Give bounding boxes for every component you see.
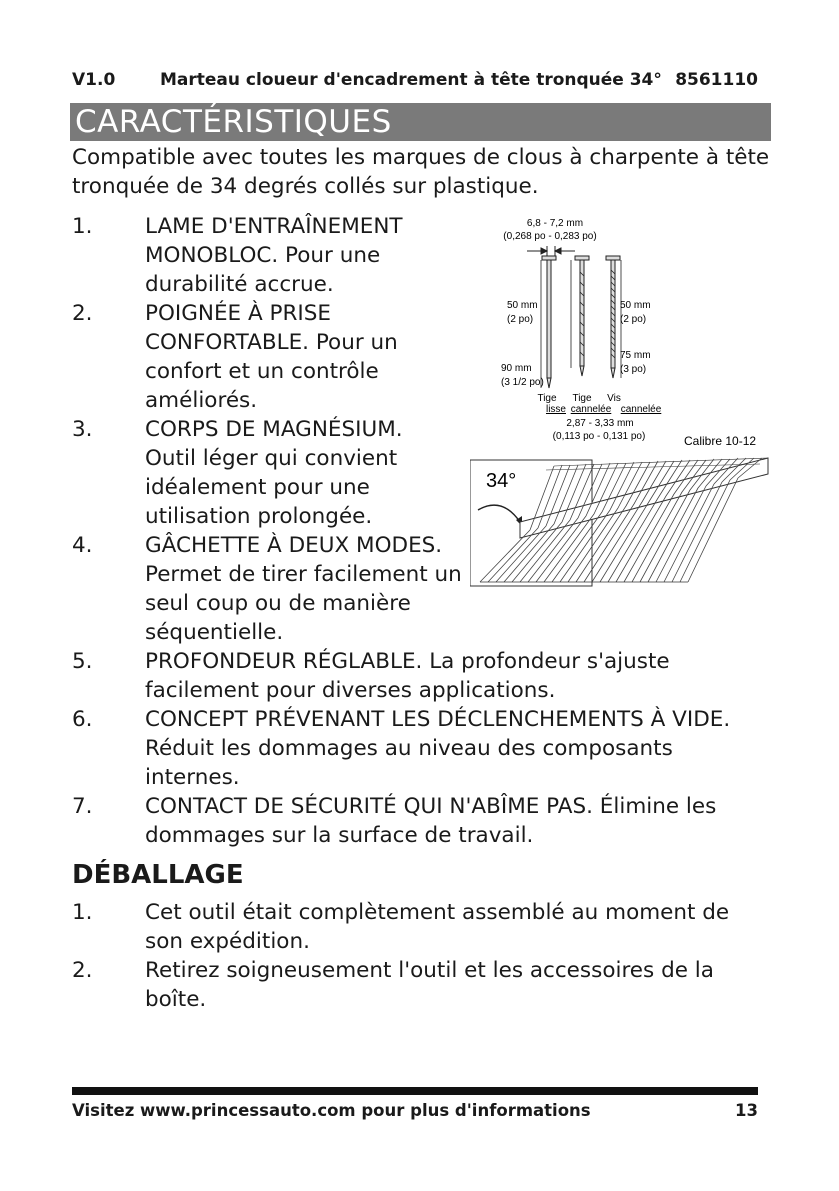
head-dimension-arrows (527, 246, 575, 256)
shank-type-3: Vis (607, 393, 621, 404)
footer-divider (72, 1087, 758, 1095)
diameter-label: 2,87 - 3,33 mm (566, 418, 634, 429)
list-item-number: 1. (72, 214, 93, 239)
list-item (72, 898, 772, 956)
diameter-in-label: (0,113 po - 0,131 po) (552, 431, 646, 442)
section-heading-features: CARACTÉRISTIQUES (70, 103, 771, 141)
length-50-left-in: (2 po) (507, 314, 534, 325)
unpacking-list (72, 898, 772, 1014)
list-item-number: 1. (72, 900, 93, 925)
length-75: 75 mm (620, 350, 651, 361)
angle-label: 34° (486, 470, 517, 492)
list-item-text: GÂCHETTE À DEUX MODES. Permet de tirer facilement un seul coup ou de manière séquentielle. (145, 533, 462, 645)
list-item (72, 299, 445, 415)
version-label: V1.0 (72, 70, 116, 90)
list-item-number: 4. (72, 533, 93, 558)
list-item-number: 2. (72, 301, 93, 326)
shank-type-2-b: cannelée (570, 404, 612, 415)
page-footer (72, 1101, 758, 1123)
list-item (72, 647, 772, 705)
list-item (72, 705, 772, 792)
nail-ring-shank (575, 256, 589, 376)
shank-type-1: Tige (537, 393, 557, 404)
shank-type-2: Tige (572, 393, 592, 404)
nail-smooth-shank (542, 256, 556, 388)
list-item-text: POIGNÉE À PRISE CONFORTABLE. Pour un confort et un contrôle améliorés. (145, 301, 398, 413)
list-item-number: 5. (72, 649, 93, 674)
product-number: 8561110 (675, 70, 758, 90)
nail-screw-shank (606, 256, 620, 378)
list-item-number: 6. (72, 707, 93, 732)
gauge-label: Calibre 10-12 (684, 434, 757, 448)
list-item-text: CORPS DE MAGNÉSIUM. Outil léger qui convient idéalement pour une utilisation prolongée. (145, 417, 403, 529)
list-item-text: Retirez soigneusement l'outil et les accessoires de la boîte. (145, 958, 714, 1012)
length-50-right-in: (2 po) (620, 314, 647, 325)
head-size-in-label: (0,268 po - 0,283 po) (503, 231, 597, 242)
length-90: 90 mm (501, 363, 532, 374)
list-item (72, 956, 772, 1014)
document-title: Marteau cloueur d'encadrement à tête tronquée 34° (160, 70, 662, 90)
nail-spec-diagram (495, 212, 675, 447)
page-header (72, 70, 758, 92)
list-item-text: PROFONDEUR RÉGLABLE. La profondeur s'ajuste facilement pour diverses applications. (145, 649, 670, 703)
list-item (72, 792, 772, 850)
list-item (72, 531, 480, 647)
page-number: 13 (735, 1101, 758, 1120)
list-item-number: 3. (72, 417, 93, 442)
length-75-in: (3 po) (620, 364, 647, 375)
list-item-number: 7. (72, 794, 93, 819)
shank-type-1-b: lisse (545, 404, 567, 415)
list-item-text: LAME D'ENTRAÎNEMENT MONOBLOC. Pour une durabilité accrue. (145, 214, 403, 297)
shank-type-3-b: cannelée (620, 404, 662, 415)
footer-website-text: Visitez www.princessauto.com pour plus d'informations (72, 1101, 591, 1120)
length-90-in: (3 1/2 po) (501, 377, 544, 388)
list-item (72, 212, 445, 299)
length-50-left: 50 mm (507, 300, 538, 311)
section-heading-unpacking: DÉBALLAGE (72, 860, 244, 890)
head-size-label: 6,8 - 7,2 mm (526, 218, 584, 229)
list-item-text: CONCEPT PRÉVENANT LES DÉCLENCHEMENTS À VIDE. Réduit les dommages au niveau des composants internes. (145, 707, 731, 790)
list-item-text: CONTACT DE SÉCURITÉ QUI N'ABÎME PAS. Élimine les dommages sur la surface de travail. (145, 794, 717, 848)
features-intro: Compatible avec toutes les marques de clous à charpente à tête tronquée de 34 degrés collés sur plastique. (72, 145, 770, 199)
list-item-number: 2. (72, 958, 93, 983)
list-item (72, 415, 445, 531)
list-item-text: Cet outil était complètement assemblé au moment de son expédition. (145, 900, 730, 954)
length-50-right: 50 mm (620, 300, 651, 311)
nail-strip-diagram (470, 430, 770, 590)
